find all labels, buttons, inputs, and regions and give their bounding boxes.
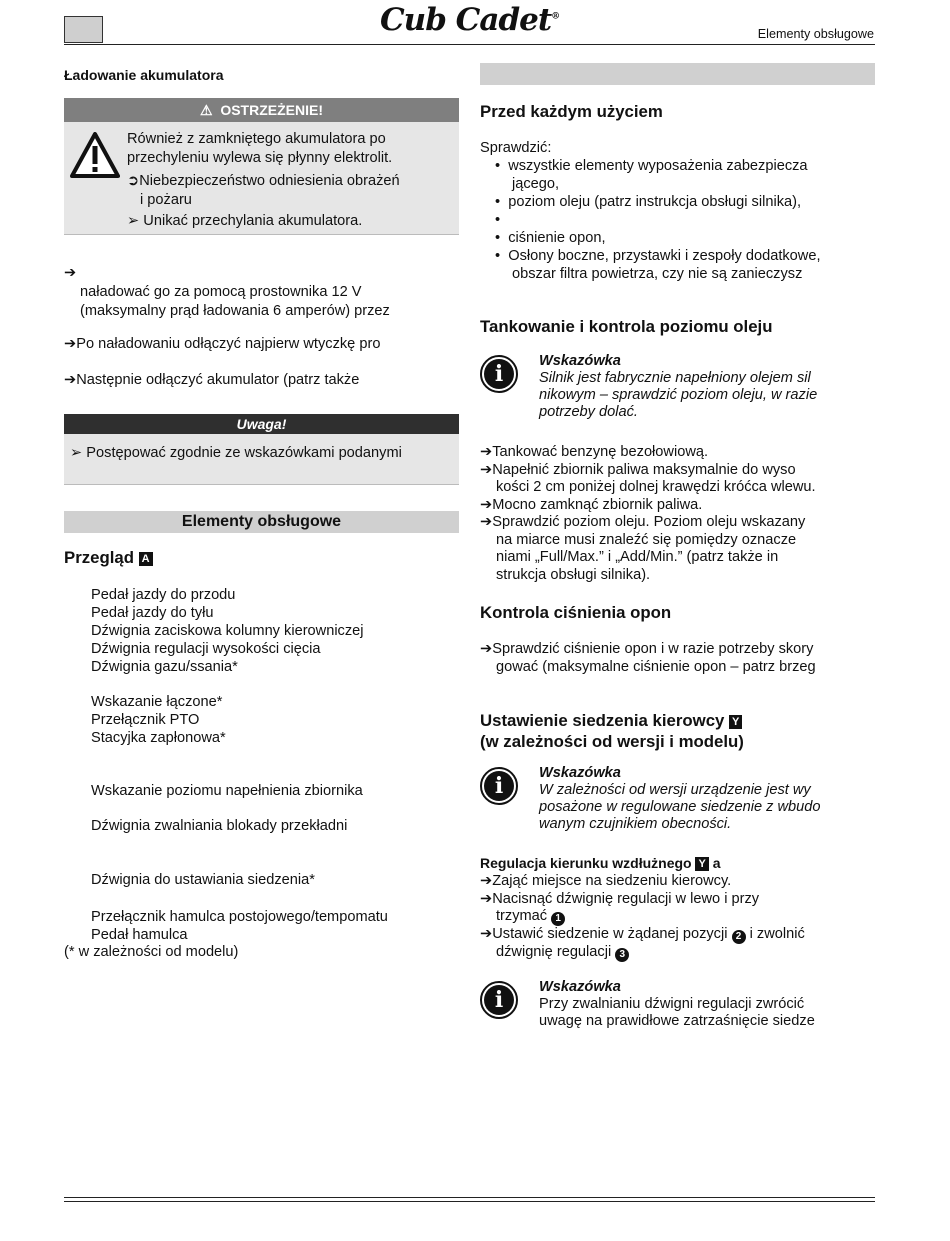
fuel-title: Tankowanie i kontrola poziomu oleju: [480, 317, 773, 336]
fuel-step-4-line-3: niami „Full/Max.” i „Add/Min.” (patrz także in: [496, 549, 779, 565]
warning-consequence-1: Niebezpieczeństwo odniesienia obrażeń: [139, 173, 400, 189]
footer-rule: [64, 1197, 875, 1198]
bullet: •: [495, 158, 509, 174]
control-item: Wskazanie poziomu napełnienia zbiornika: [91, 783, 363, 799]
reg-step-3-line-1b: i zwolnić: [749, 926, 805, 942]
fuel-step-2-line-1: Napełnić zbiornik paliwa maksymalnie do wyso: [492, 461, 796, 478]
seat-subtitle: (w zależności od wersji i modelu): [480, 732, 744, 751]
control-item: Pedał jazdy do tyłu: [91, 605, 214, 621]
footer-rule-thin: [64, 1201, 875, 1202]
arrow-icon: ➔: [64, 372, 77, 388]
step-1-line-1: naładować go za pomocą prostownika 12 V: [80, 284, 362, 300]
control-item: Dźwignia zaciskowa kolumny kierowniczej: [91, 623, 364, 639]
bullet: •: [495, 230, 509, 246]
control-item: Stacyjka zapłonowa*: [91, 730, 226, 746]
arrow-icon: ➔: [480, 444, 493, 460]
warning-box: [64, 122, 459, 235]
overview-title: Przegląd A: [64, 548, 153, 568]
fuel-step-3: Mocno zamknąć zbiornik paliwa.: [492, 496, 703, 513]
seat-title: Ustawienie siedzenia kierowcy Y: [480, 710, 744, 731]
overview-badge: A: [139, 552, 153, 566]
reg-step-2-line-2: trzymać: [496, 908, 548, 924]
reg-step-2-line-1: Nacisnąć dźwignię regulacji w lewo i przy: [492, 890, 760, 907]
uwaga-header: Uwaga!: [64, 414, 459, 434]
seat-badge: Y: [729, 715, 742, 729]
header-section-title: Elementy obsługowe: [757, 27, 874, 41]
note-2-line: W zależności od wersji urządzenie jest wy: [539, 782, 811, 798]
step-2: Po naładowaniu odłączyć najpierw wtyczkę pro: [76, 336, 381, 352]
arrow-icon: ➔: [64, 265, 77, 281]
note-1-label: Wskazówka: [539, 353, 621, 369]
info-icon: i: [480, 355, 518, 393]
warning-text-1: Również z zamkniętego akumulatora po: [127, 131, 386, 147]
check-item-5-line-2: obszar filtra powietrza, czy nie są zanieczysz: [512, 266, 803, 282]
info-icon: i: [480, 767, 518, 805]
controls-section-band: Elementy obsługowe: [64, 511, 459, 533]
note-1-line: Silnik jest fabrycznie napełniony olejem sil: [539, 370, 811, 386]
arrow-icon: ➔: [480, 496, 493, 513]
tire-title: Kontrola ciśnienia opon: [480, 603, 672, 622]
control-item: Wskazanie łączone*: [91, 694, 223, 710]
control-item: Przełącznik hamulca postojowego/tempomatu: [91, 909, 388, 925]
warning-action: Unikać przechylania akumulatora.: [143, 213, 363, 229]
reg-step-3-line-1a: Ustawić siedzenie w żądanej pozycji: [492, 926, 728, 942]
check-label: Sprawdzić:: [480, 140, 552, 156]
warning-small-icon: ⚠: [199, 102, 213, 118]
bullet: •: [495, 248, 509, 264]
arrow-icon: ➔: [480, 873, 493, 889]
control-item: Przełącznik PTO: [91, 712, 200, 728]
control-item: Dźwignia zwalniania blokady przekładni: [91, 818, 348, 834]
note-2-label: Wskazówka: [539, 765, 621, 781]
consequence-arrow-icon: ➲: [127, 173, 140, 189]
tire-step-line-2: gować (maksymalne ciśnienie opon – patrz brzeg: [496, 659, 816, 675]
check-item-1-line-2: jącego,: [512, 176, 560, 192]
arrow-icon: ➔: [480, 926, 493, 942]
callout-1: 1: [551, 912, 565, 926]
fuel-step-4-line-2: na miarce musi znaleźć się pomiędzy oznacze: [496, 531, 797, 548]
control-item: Pedał hamulca: [91, 927, 188, 943]
fuel-step-1: Tankować benzynę bezołowiową.: [492, 444, 709, 460]
note-3-label: Wskazówka: [539, 979, 621, 995]
arrow-icon: ➔: [480, 514, 493, 530]
note-3-line: uwagę na prawidłowe zatrzaśnięcie siedze: [539, 1013, 815, 1029]
cub-cadet-logo: Cub Cadet®: [380, 2, 560, 38]
warning-consequence-2: i pożaru: [140, 192, 192, 208]
callout-2: 2: [732, 930, 746, 944]
fuel-step-2-line-2: kości 2 cm poniżej dolnej krawędzi króćca wlewu.: [496, 479, 816, 495]
arrow-icon: ➔: [480, 890, 493, 907]
before-use-title: Przed każdym użyciem: [480, 102, 663, 121]
tire-step-line-1: Sprawdzić ciśnienie opon i w razie potrzeby skory: [492, 641, 814, 657]
arrow-icon: ➔: [480, 461, 493, 478]
bullet: •: [495, 194, 509, 210]
arrow-icon: ➔: [480, 641, 493, 657]
control-item: Dźwignia gazu/ssania*: [91, 659, 238, 675]
note-2-line: posażone w regulowane siedzenie z wbudo: [539, 799, 821, 815]
note-3-line: Przy zwalnianiu dźwigni regulacji zwrócić: [539, 996, 805, 1012]
reg-step-1: Zająć miejsce na siedzeniu kierowcy.: [492, 873, 732, 889]
arrow-icon: ➔: [64, 336, 77, 352]
control-item: Dźwignia regulacji wysokości cięcia: [91, 641, 321, 657]
bullet: •: [495, 212, 509, 228]
uwaga-text: Postępować zgodnie ze wskazówkami podanymi: [86, 445, 402, 461]
right-section-band: [480, 63, 875, 85]
info-icon: i: [480, 981, 518, 1019]
uwaga-box: [64, 434, 459, 485]
check-item-5-line-1: Osłony boczne, przystawki i zespoły dodatkowe,: [508, 248, 821, 264]
control-item: Pedał jazdy do przodu: [91, 587, 236, 603]
footnote: (* w zależności od modelu): [64, 944, 239, 960]
check-item-1-line-1: wszystkie elementy wyposażenia zabezpiecza: [508, 158, 808, 174]
regulation-badge: Y: [695, 857, 708, 871]
note-1-line: nikowym – sprawdzić poziom oleju, w razie: [539, 387, 818, 403]
regulation-title: Regulacja kierunku wzdłużnego Y a: [480, 855, 721, 871]
step-1-line-2: (maksymalny prąd ładowania 6 amperów) przez: [80, 303, 390, 319]
note-2-line: wanym czujnikiem obecności.: [539, 816, 732, 832]
warning-text-2: przechyleniu wylewa się płynny elektrolit.: [127, 150, 393, 166]
note-1-line: potrzeby dolać.: [539, 404, 638, 420]
warning-triangle-icon: [70, 132, 120, 178]
step-3: Następnie odłączyć akumulator (patrz także: [76, 372, 360, 388]
charging-title: Ładowanie akumulatora: [64, 67, 224, 83]
callout-3: 3: [615, 948, 629, 962]
fuel-step-4-line-1: Sprawdzić poziom oleju. Poziom oleju wskazany: [492, 514, 806, 530]
check-item-2: poziom oleju (patrz instrukcja obsługi silnika),: [508, 194, 802, 210]
reg-step-3-line-2: dźwignię regulacji: [496, 944, 612, 960]
action-pointer-icon: ➢: [127, 213, 144, 229]
header-rule: [64, 44, 875, 45]
page-number-box: [64, 16, 103, 43]
fuel-step-4-line-4: strukcja obsługi silnika).: [496, 566, 651, 583]
pointer-icon: ➢: [70, 445, 87, 461]
check-item-4: ciśnienie opon,: [508, 230, 606, 246]
warning-header: ⚠ OSTRZEŻENIE!: [64, 98, 459, 122]
control-item: Dźwignia do ustawiania siedzenia*: [91, 872, 315, 888]
